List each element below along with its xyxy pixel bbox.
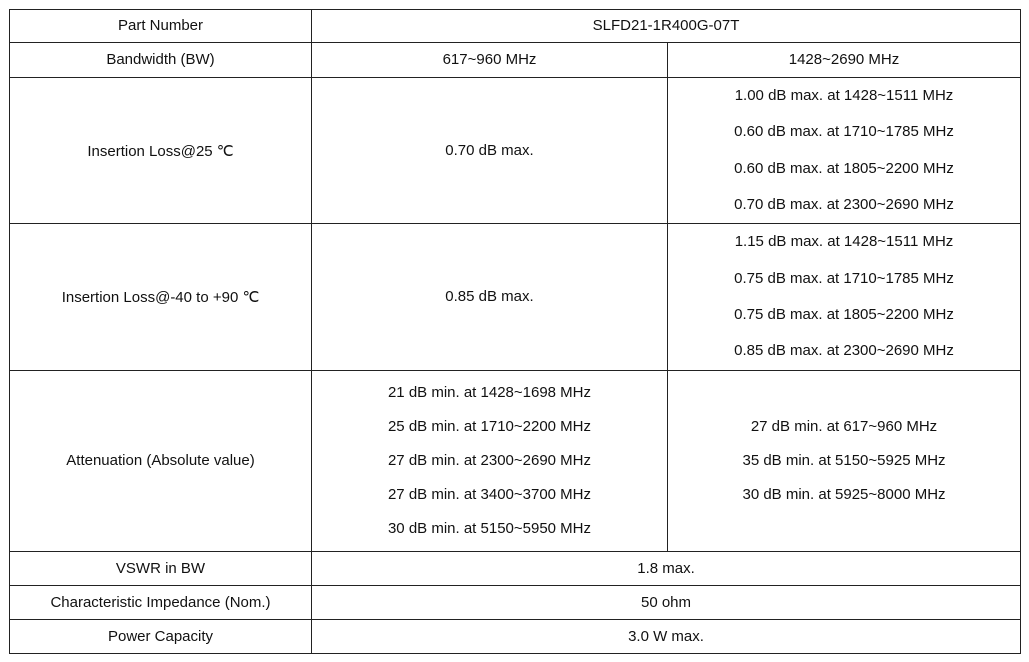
attenuation-low-line: 27 dB min. at 3400~3700 MHz: [387, 485, 592, 503]
row-vswr: [10, 551, 1021, 585]
power-value: 3.0 W max.: [312, 619, 1021, 653]
il-range-high-line: 0.75 dB max. at 1805~2200 MHz: [734, 306, 954, 324]
row-impedance: [10, 585, 1021, 619]
bandwidth-label: Bandwidth (BW): [10, 42, 312, 77]
il-range-high: [668, 224, 1021, 370]
il-25-high: [668, 78, 1021, 224]
il-25-high-line: 0.70 dB max. at 2300~2690 MHz: [734, 196, 954, 214]
impedance-value: 50 ohm: [312, 585, 1021, 619]
il-25-high-line: 0.60 dB max. at 1710~1785 MHz: [734, 123, 954, 141]
il-25-low: 0.70 dB max.: [312, 78, 668, 224]
il-25-high-line: 1.00 dB max. at 1428~1511 MHz: [734, 87, 954, 105]
spec-table: [9, 9, 1021, 654]
attenuation-high-line: 30 dB min. at 5925~8000 MHz: [742, 485, 946, 503]
row-attenuation: [10, 370, 1021, 551]
attenuation-high: [668, 370, 1021, 551]
row-insertion-loss-25: [10, 78, 1021, 224]
il-range-high-line: 0.85 dB max. at 2300~2690 MHz: [734, 342, 954, 360]
il-range-high-line: 0.75 dB max. at 1710~1785 MHz: [734, 269, 954, 287]
impedance-label: Characteristic Impedance (Nom.): [10, 585, 312, 619]
vswr-label: VSWR in BW: [10, 551, 312, 585]
attenuation-low-line: 21 dB min. at 1428~1698 MHz: [387, 383, 592, 401]
row-part-number: [10, 10, 1021, 43]
power-label: Power Capacity: [10, 619, 312, 653]
il-range-label: Insertion Loss@-40 to +90 ℃: [10, 224, 312, 370]
il-25-high-line: 0.60 dB max. at 1805~2200 MHz: [734, 159, 954, 177]
attenuation-high-line: 27 dB min. at 617~960 MHz: [750, 417, 938, 435]
attenuation-label: Attenuation (Absolute value): [10, 370, 312, 551]
part-number-label: Part Number: [10, 10, 312, 43]
bandwidth-high: 1428~2690 MHz: [668, 42, 1021, 77]
vswr-value: 1.8 max.: [312, 551, 1021, 585]
bandwidth-low: 617~960 MHz: [312, 42, 668, 77]
il-range-high-line: 1.15 dB max. at 1428~1511 MHz: [734, 233, 954, 251]
attenuation-low: [312, 370, 668, 551]
row-power: [10, 619, 1021, 653]
il-25-label: Insertion Loss@25 ℃: [10, 78, 312, 224]
attenuation-low-line: 30 dB min. at 5150~5950 MHz: [387, 519, 592, 537]
part-number-value: SLFD21-1R400G-07T: [312, 10, 1021, 43]
row-insertion-loss-range: [10, 224, 1021, 370]
attenuation-low-line: 27 dB min. at 2300~2690 MHz: [387, 451, 592, 469]
attenuation-high-line: 35 dB min. at 5150~5925 MHz: [742, 451, 946, 469]
row-bandwidth: [10, 42, 1021, 77]
attenuation-low-line: 25 dB min. at 1710~2200 MHz: [387, 417, 592, 435]
il-range-low: 0.85 dB max.: [312, 224, 668, 370]
